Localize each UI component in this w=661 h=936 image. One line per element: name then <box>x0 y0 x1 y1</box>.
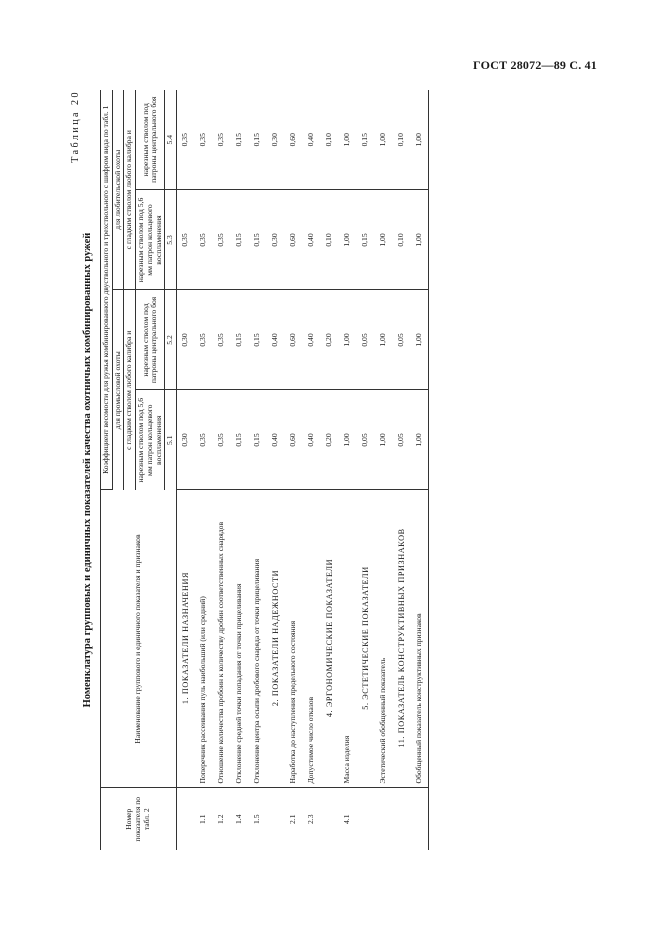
row-name: Отклонение центра осыпи дробового снаряда от точки прицеливания <box>249 490 267 788</box>
header-rimfire-lub: нарезным стволом под 5,6 мм патрон кольцевого воспламенения <box>136 190 165 290</box>
table-body <box>177 90 429 850</box>
row-name: Обобщенный показатель конструктивных признаков <box>411 490 429 788</box>
table-row <box>303 90 321 850</box>
coefficient-cell: 1,00 <box>375 390 393 490</box>
rotated-table-area <box>70 90 590 850</box>
coefficient-cell: 0,40 <box>303 190 321 290</box>
code-5-3: 5.3 <box>165 190 177 290</box>
row-number: 1.4 <box>234 814 244 824</box>
row-name: Наработка до наступления предельного состояния <box>285 490 303 788</box>
coefficient-cell: 0,30 <box>267 90 285 190</box>
coefficient-cell: 0,15 <box>231 390 249 490</box>
coefficient-cell: 1,00 <box>375 190 393 290</box>
row-number: 1.5 <box>252 814 262 824</box>
coefficient-cell: 0,15 <box>249 290 267 390</box>
coefficient-cell: 0,20 <box>321 390 339 490</box>
row-number: 2.1 <box>288 814 298 824</box>
header-smooth-lub: с гладким стволом любого калибра и <box>124 90 136 290</box>
coefficient-cell: 0,15 <box>231 290 249 390</box>
table-row <box>339 90 357 850</box>
coefficient-cell: 0,35 <box>195 290 213 390</box>
coefficient-cell: 0,40 <box>303 290 321 390</box>
section-row <box>267 90 285 850</box>
coefficient-cell: 0,35 <box>213 390 231 490</box>
header-name: Наименование группового и единичного показателя и признаков <box>101 490 177 788</box>
coefficient-cell: 0,35 <box>213 290 231 390</box>
coefficient-cell: 0,30 <box>267 190 285 290</box>
row-number: 1.1 <box>198 814 208 824</box>
coefficient-cell: 0,15 <box>249 390 267 490</box>
row-number <box>177 788 195 850</box>
row-number: 2.3 <box>306 814 316 824</box>
row-name: 4. ЭРГОНОМИЧЕСКИЕ ПОКАЗАТЕЛИ <box>321 490 339 788</box>
row-name: 5. ЭСТЕТИЧЕСКИЕ ПОКАЗАТЕЛИ <box>357 490 375 788</box>
header-centerfire-prom: нарезным стволом под патроны центрального боя <box>136 290 165 390</box>
coefficient-cell: 0,60 <box>285 90 303 190</box>
row-number <box>375 788 393 850</box>
row-number <box>357 788 375 850</box>
header-smooth-prom: с гладким стволом любого калибра и <box>124 290 136 490</box>
coefficient-cell: 0,10 <box>393 190 411 290</box>
section-row <box>357 90 375 850</box>
coefficient-cell: 0,40 <box>267 290 285 390</box>
coefficient-cell: 0,10 <box>321 90 339 190</box>
page-header: ГОСТ 28072—89 С. 41 <box>473 58 597 72</box>
row-name: 1. ПОКАЗАТЕЛИ НАЗНАЧЕНИЯ <box>177 490 195 788</box>
table-title: Номенклатура групповых и единичных показателей качества охотничьих комбинированных ружей <box>82 232 93 708</box>
coefficient-cell: 0,20 <box>321 290 339 390</box>
header-prom: для промысловой охоты <box>112 290 124 490</box>
coefficient-cell: 0,05 <box>393 290 411 390</box>
coefficient-cell: 1,00 <box>375 90 393 190</box>
coefficient-cell: 0,40 <box>267 390 285 490</box>
coefficient-cell: 0,35 <box>213 190 231 290</box>
coefficient-cell: 0,35 <box>195 390 213 490</box>
row-name: Отклонение средней точки попадания от точки прицеливания <box>231 490 249 788</box>
header-lub: для любительской охоты <box>112 90 124 290</box>
table-row <box>231 90 249 850</box>
header-rimfire-prom: нарезным стволом под 5,6 мм патрон кольцевого воспламенения <box>136 390 165 490</box>
section-row <box>393 90 411 850</box>
coefficient-cell: 0,35 <box>195 90 213 190</box>
header-num: Номер показателя по табл. 2 <box>101 788 177 850</box>
table-row <box>411 90 429 850</box>
coefficient-cell: 1,00 <box>339 390 357 490</box>
section-row <box>321 90 339 850</box>
quality-table <box>100 90 429 850</box>
header-centerfire-lub: нарезным стволом под патроны центрального боя <box>136 90 165 190</box>
coefficient-cell: 0,40 <box>303 390 321 490</box>
coefficient-cell: 0,35 <box>177 190 195 290</box>
coefficient-cell: 1,00 <box>411 190 429 290</box>
coefficient-cell: 0,05 <box>393 390 411 490</box>
coefficient-cell: 1,00 <box>339 290 357 390</box>
row-name: Отношение количества пробоин к количеству дробин соответственных снарядов <box>213 490 231 788</box>
coefficient-cell: 0,15 <box>249 90 267 190</box>
row-name: 11. ПОКАЗАТЕЛЬ КОНСТРУКТИВНЫХ ПРИЗНАКОВ <box>393 490 411 788</box>
coefficient-cell: 0,15 <box>357 190 375 290</box>
coefficient-cell: 0,35 <box>195 190 213 290</box>
coefficient-cell: 0,15 <box>231 190 249 290</box>
row-name: Допустимое число отказов <box>303 490 321 788</box>
header-coef: Коэффициент весомости для ружья комбинированного двуствольного и трехствольного с шифром вида по табл. 1 <box>101 90 113 490</box>
row-number: 4.1 <box>342 814 352 824</box>
row-name: Эстетический обобщенный показатель <box>375 490 393 788</box>
section-row <box>177 90 195 850</box>
coefficient-cell: 0,15 <box>249 190 267 290</box>
table-row <box>249 90 267 850</box>
row-number: 1.2 <box>216 814 226 824</box>
coefficient-cell: 0,40 <box>303 90 321 190</box>
row-number <box>267 788 285 850</box>
row-name: Масса изделия <box>339 490 357 788</box>
coefficient-cell: 1,00 <box>339 90 357 190</box>
coefficient-cell: 0,15 <box>231 90 249 190</box>
row-name: 2. ПОКАЗАТЕЛИ НАДЕЖНОСТИ <box>267 490 285 788</box>
table-label: Таблица 20 <box>70 90 81 163</box>
coefficient-cell: 0,10 <box>393 90 411 190</box>
coefficient-cell: 0,35 <box>177 90 195 190</box>
coefficient-cell: 1,00 <box>411 390 429 490</box>
coefficient-cell: 0,30 <box>177 290 195 390</box>
table-row <box>195 90 213 850</box>
coefficient-cell: 1,00 <box>339 190 357 290</box>
coefficient-cell: 0,30 <box>177 390 195 490</box>
table-row <box>213 90 231 850</box>
coefficient-cell: 0,60 <box>285 190 303 290</box>
coefficient-cell: 0,05 <box>357 390 375 490</box>
coefficient-cell: 1,00 <box>375 290 393 390</box>
code-5-1: 5.1 <box>165 390 177 490</box>
coefficient-cell: 0,60 <box>285 290 303 390</box>
coefficient-cell: 0,35 <box>213 90 231 190</box>
code-5-4: 5.4 <box>165 90 177 190</box>
coefficient-cell: 0,15 <box>357 90 375 190</box>
row-name: Поперечник рассеивания пуль наибольший (или средний) <box>195 490 213 788</box>
coefficient-cell: 1,00 <box>411 290 429 390</box>
table-row <box>375 90 393 850</box>
coefficient-cell: 1,00 <box>411 90 429 190</box>
row-number <box>411 788 429 850</box>
coefficient-cell: 0,05 <box>357 290 375 390</box>
code-5-2: 5.2 <box>165 290 177 390</box>
coefficient-cell: 0,10 <box>321 190 339 290</box>
row-number <box>393 788 411 850</box>
table-row <box>285 90 303 850</box>
coefficient-cell: 0,60 <box>285 390 303 490</box>
row-number <box>321 788 339 850</box>
